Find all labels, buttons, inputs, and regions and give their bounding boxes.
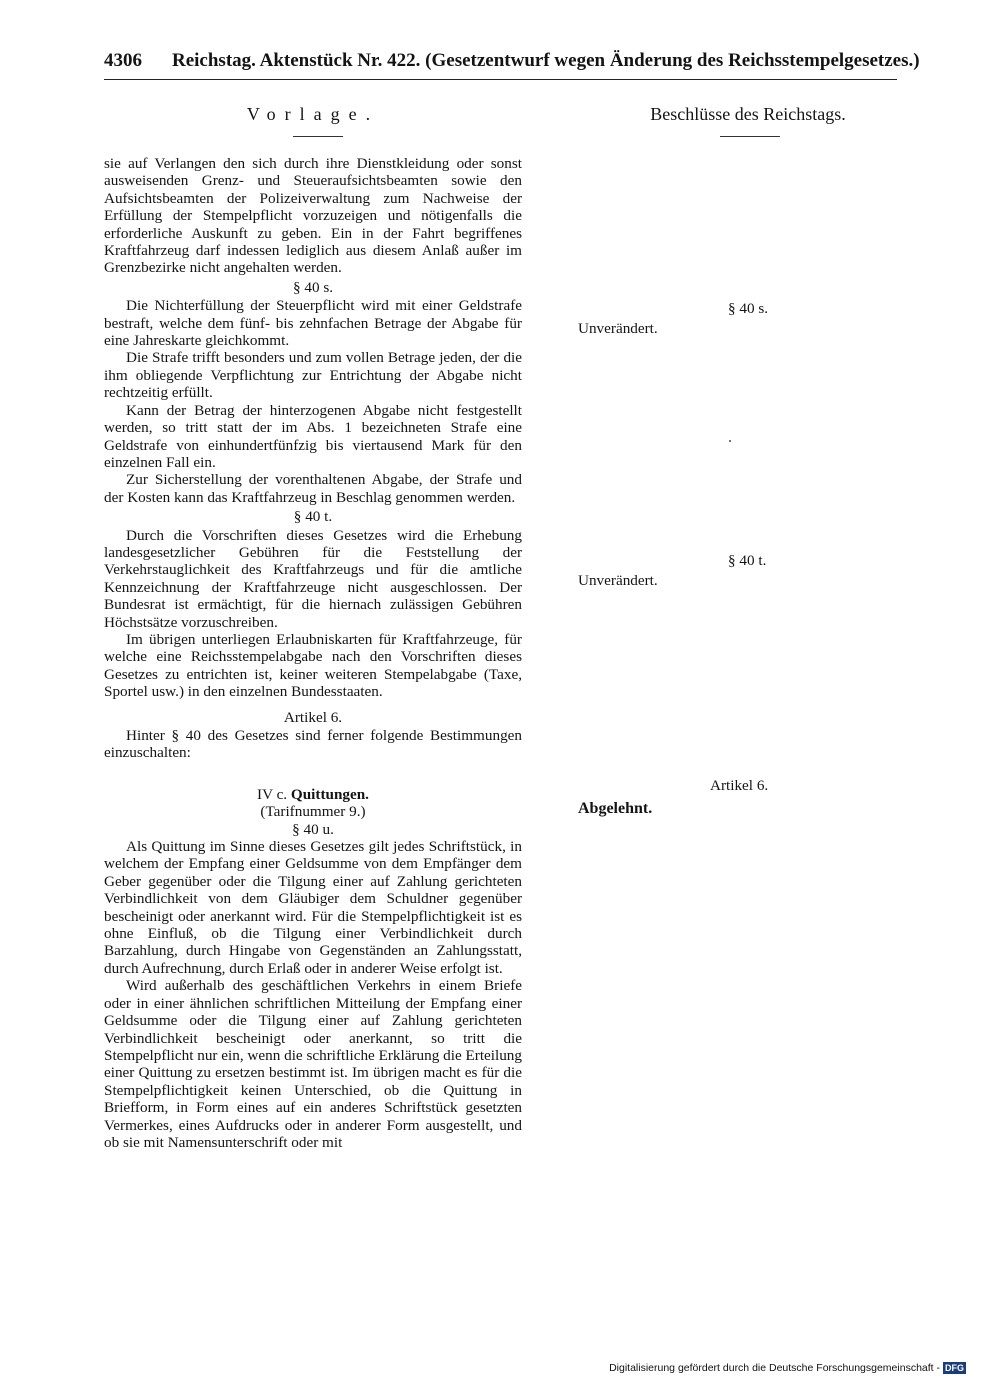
right-article-6: Artikel 6. (710, 777, 769, 794)
right-section-40t: § 40 t. (728, 552, 767, 569)
paragraph-intro: sie auf Verlangen den sich durch ihre Dienstkleidung oder sonst ausweisenden Grenz- und Steueraufsichtsbeamten sowie den Aufsichtsbeamten der Polizeiverwaltung zum Nachweise der Erfüllung der Stempelpflicht vorzuzeigen und nötigenfalls die erforderliche Auskunft zu geben. Ein in der Fahrt begriffenes Kraftfahrzeug darf indessen lediglich aus diesem Anlaß außer im Grenzbezirke nicht angehalten werden. (104, 155, 522, 277)
header-rule (104, 79, 897, 80)
dfg-logo: DFG (945, 1363, 964, 1374)
footer-text: Digitalisierung gefördert durch die Deutsche Forschungsgemeinschaft - (609, 1362, 940, 1374)
footer-credit (609, 1362, 966, 1374)
paragraph-article-6: Hinter § 40 des Gesetzes sind ferner folgende Bestimmungen einzuschalten: (104, 727, 522, 762)
tariff-number: (Tarifnummer 9.) (260, 803, 366, 821)
speck (729, 440, 731, 442)
left-heading-rule (293, 136, 343, 137)
left-column-heading: Vorlage. (246, 104, 380, 124)
section-heading-40t: § 40 t. (293, 508, 333, 526)
paragraph-40u-2: Wird außerhalb des geschäftlichen Verkehrs in einem Briefe oder in einer ähnlichen schriftlichen Mitteilung der Empfang einer Geldsumme oder die Tilgung einer auf Zahlung gerichteten Verbindlichkeit bescheinigt oder anerkannt, so tritt die Stempelpflicht nur ein, wenn die schriftliche Erklärung die Erteilung einer Quittung zu ersetzen bestimmt ist. Im übrigen macht es für die Stempelpflichtigkeit keinen Unterschied, ob die Quittung in Briefform, in Form eines auf ein anderes Schriftstück gesetzten Vermerkes, eines Aufdrucks oder in anderer Form ausgestellt, und ob sie mit Namensunterschrift oder mit (104, 977, 522, 1151)
paragraph-40s-1: Die Nichterfüllung der Steuerpflicht wird mit einer Geldstrafe bestraft, welche dem fünf- bis zehnfachen Betrage der Abgabe für eine Jahreskarte gleichkommt. (104, 297, 522, 350)
article-heading-6: Artikel 6. (283, 708, 343, 726)
right-column-heading: Beschlüsse des Reichstags. (650, 104, 846, 124)
section-heading-40u: § 40 u. (292, 820, 334, 838)
paragraph-40t-2: Im übrigen unterliegen Erlaubniskarten für Kraftfahrzeuge, für welche eine Reichsstempelabgabe nach den Vorschriften dieses Gesetzes zu entrichten ist, keiner weiteren Stempelabgabe (Taxe, Sportel usw.) in den einzelnen Bundesstaaten. (104, 630, 522, 701)
subsection-title: Quittungen. (290, 785, 369, 803)
right-section-40s: § 40 s. (728, 300, 769, 317)
right-rejected: Abgelehnt. (578, 800, 653, 817)
subsection-heading (104, 786, 522, 803)
right-unchanged-40t: Unverändert. (578, 572, 658, 589)
left-column-text (104, 155, 522, 1151)
section-heading-40s: § 40 s. (292, 278, 334, 296)
paragraph-40u-1: Als Quittung im Sinne dieses Gesetzes gilt jedes Schriftstück, in welchem der Empfang einer Geldsumme von dem Empfänger dem Geber gegenüber oder die Tilgung einer auf Zahlung gerichteten Verbindlichkeit von dem Gläubiger dem Schuldner gegenüber bescheinigt oder anerkannt wird. Für die Stempelpflichtigkeit ist es ohne Einfluß, ob die Tilgung einer Verbindlichkeit durch Barzahlung, durch Hingabe von Gegenständen an Zahlungsstatt, durch Aufrechnung, durch Erlaß oder in anderer Weise erfolgt ist. (104, 838, 522, 977)
paragraph-40t-1: Durch die Vorschriften dieses Gesetzes wird die Erhebung landesgesetzlicher Gebühren für die Feststellung der Verkehrstauglichkeit des Kraftfahrzeugs und für die amtliche Kennzeichnung der Kraftfahrzeuge nicht ausgeschlossen. Der Bundesrat ist ermächtigt, für die hiernach zulässigen Gebühren Höchstsätze vorzuschreiben. (104, 526, 522, 631)
right-heading-rule (720, 136, 780, 137)
paragraph-40s-4: Zur Sicherstellung der vorenthaltenen Abgabe, der Strafe und der Kosten kann das Kraftfahrzeug in Beschlag genommen werden. (104, 471, 522, 506)
running-header (104, 50, 920, 78)
subsection-number: IV c. (257, 785, 288, 803)
paragraph-40s-2: Die Strafe trifft besonders und zum vollen Betrage jeden, der die ihm obliegende Verpflichtung zur Entrichtung der Abgabe nicht rechtzeitig erfüllt. (104, 349, 522, 402)
right-unchanged-40s: Unverändert. (578, 320, 658, 337)
paragraph-40s-3: Kann der Betrag der hinterzogenen Abgabe nicht festgestellt werden, so tritt statt der im Abs. 1 bezeichneten Strafe eine Geldstrafe von einhundertfünfzig bis viertausend Mark für den einzelnen Fall ein. (104, 401, 522, 471)
header-title: Reichstag. Aktenstück Nr. 422. (Gesetzentwurf wegen Änderung des Reichsstempelgesetzes.) (172, 50, 920, 71)
page-number: 4306 (104, 50, 142, 71)
